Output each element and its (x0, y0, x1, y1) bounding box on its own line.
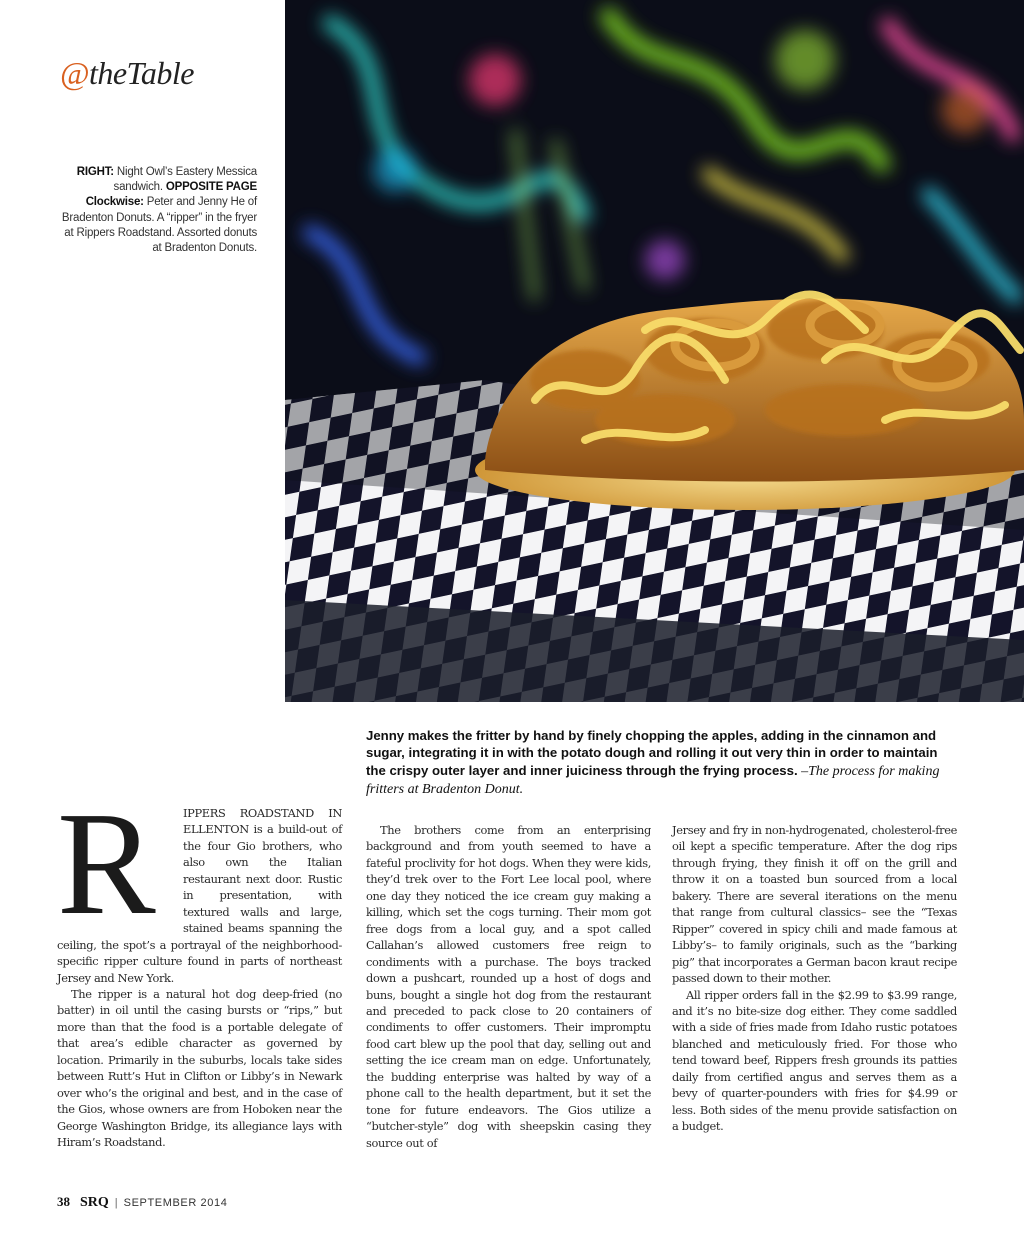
pull-quote (366, 727, 960, 799)
caption-label-opposite: OPPOSITE PAGE Clockwise: (85, 181, 257, 209)
footer-separator: | (114, 1197, 118, 1209)
pull-quote-attribution: –The process for making fritters at Bradenton Donut. (366, 763, 940, 798)
caption-label-right: RIGHT: (76, 166, 114, 178)
issue-date: SEPTEMBER 2014 (123, 1197, 228, 1209)
article-paragraph: All ripper orders fall in the $2.99 to $3.99 range, and it’s no bite-size dog either. They come saddled with a side of fries made from Idaho rustic potatoes blanched and meticulously fried. For those who tend toward beef, Rippers fresh grounds its patties daily from certified angus and serves them as a bevy of quarter-pounders with fries for $4.99 or less. Both sides of the menu provide satisfaction on a budget. (672, 987, 957, 1134)
pull-quote-text: Jenny makes the fritter by hand by finely chopping the apples, adding in the cinnamon and sugar, integrating it in with the potato dough and rolling it out very thin in order to maintain the crispy outer layer and inner juiciness through the frying process. (366, 728, 938, 778)
section-name: theTable (88, 55, 194, 91)
page-number: 38 (57, 1194, 70, 1209)
article-paragraph (57, 782, 342, 986)
section-at-symbol: @ (60, 55, 89, 91)
article-column-3 (672, 822, 957, 1135)
article-column-2 (366, 822, 651, 1151)
food-photo (285, 0, 1024, 702)
article-column-1 (57, 782, 342, 1151)
article-leadin: IPPERS ROADSTAND IN ELLENTON (183, 806, 342, 837)
article-text: is a build-out of the four Gio brothers, who also own the Italian restaurant next door. Rustic in presentation, with textured walls and large, stained beams spanning the ceiling, the spot’s a portrayal of the neighborhood-specific ripper culture found in parts of northeast Jersey and New York. (57, 822, 342, 985)
page-footer (57, 1194, 227, 1211)
article-paragraph: Jersey and fry in non-hydrogenated, cholesterol-free oil kept a specific temperature. After the dog rips through frying, they finish it off on the grill and throw it on a toasted bun sourced from a local bakery. There are several iterations on the menu that range from cultural classics– see the “Texas Ripper” covered in spicy chili and made famous at Libby’s– to family originals, such as the “barking pig” that incorporates a German bacon kraut recipe passed down to their mother. (672, 823, 957, 986)
magazine-name: SRQ (80, 1195, 109, 1210)
photo-caption (60, 165, 257, 256)
drop-cap: R (57, 782, 156, 946)
caption-text-opposite: Peter and Jenny He of Bradenton Donuts. A “ripper” in the fryer at Rippers Roadstand. Assorted donuts at Bradenton Donuts. (61, 196, 257, 255)
article-paragraph: The ripper is a natural hot dog deep-fried (no batter) in oil until the casing bursts or “rips,” but more than that the food is a portable delegate of that area’s edible character as governed by location. Primarily in the suburbs, locals take sides between Rutt’s Hut in Clifton or Libby’s in Newark over who’s the original and best, and in the case of the Gios, whose owners are from Hoboken near the George Washington Bridge, its allegiance lays with Hiram’s Roadstand. (57, 986, 342, 1150)
caption-text-right: Night Owl’s Eastery Messica sandwich. (113, 166, 257, 194)
section-title (60, 55, 194, 92)
article-paragraph: The brothers come from an enterprising background and from youth seemed to have a fateful proclivity for hot dogs. When they were kids, they’d trek over to the Fort Lee local pool, where one day they noticed the ice cream guy making a killing, which set the cogs turning. Their mom got free dogs from a local guy, and a spot called Callahan’s allowed customers free reign to condiments with a purchase. The boys tracked down a pushcart, rounded up a host of dogs and buns, bought a single hot dog from the restaurant and preceded to pack close to 20 containers of condiments to offer customers. Their impromptu food cart blew up the pool that day, selling out and setting the ice cream man on edge. Unfortunately, the budding enterprise was halted by way of a phone call to the health department, but it set the tone for future endeavors. The Gios utilize a “butcher-style” dog with sheepskin casing they source out of (366, 823, 651, 1150)
